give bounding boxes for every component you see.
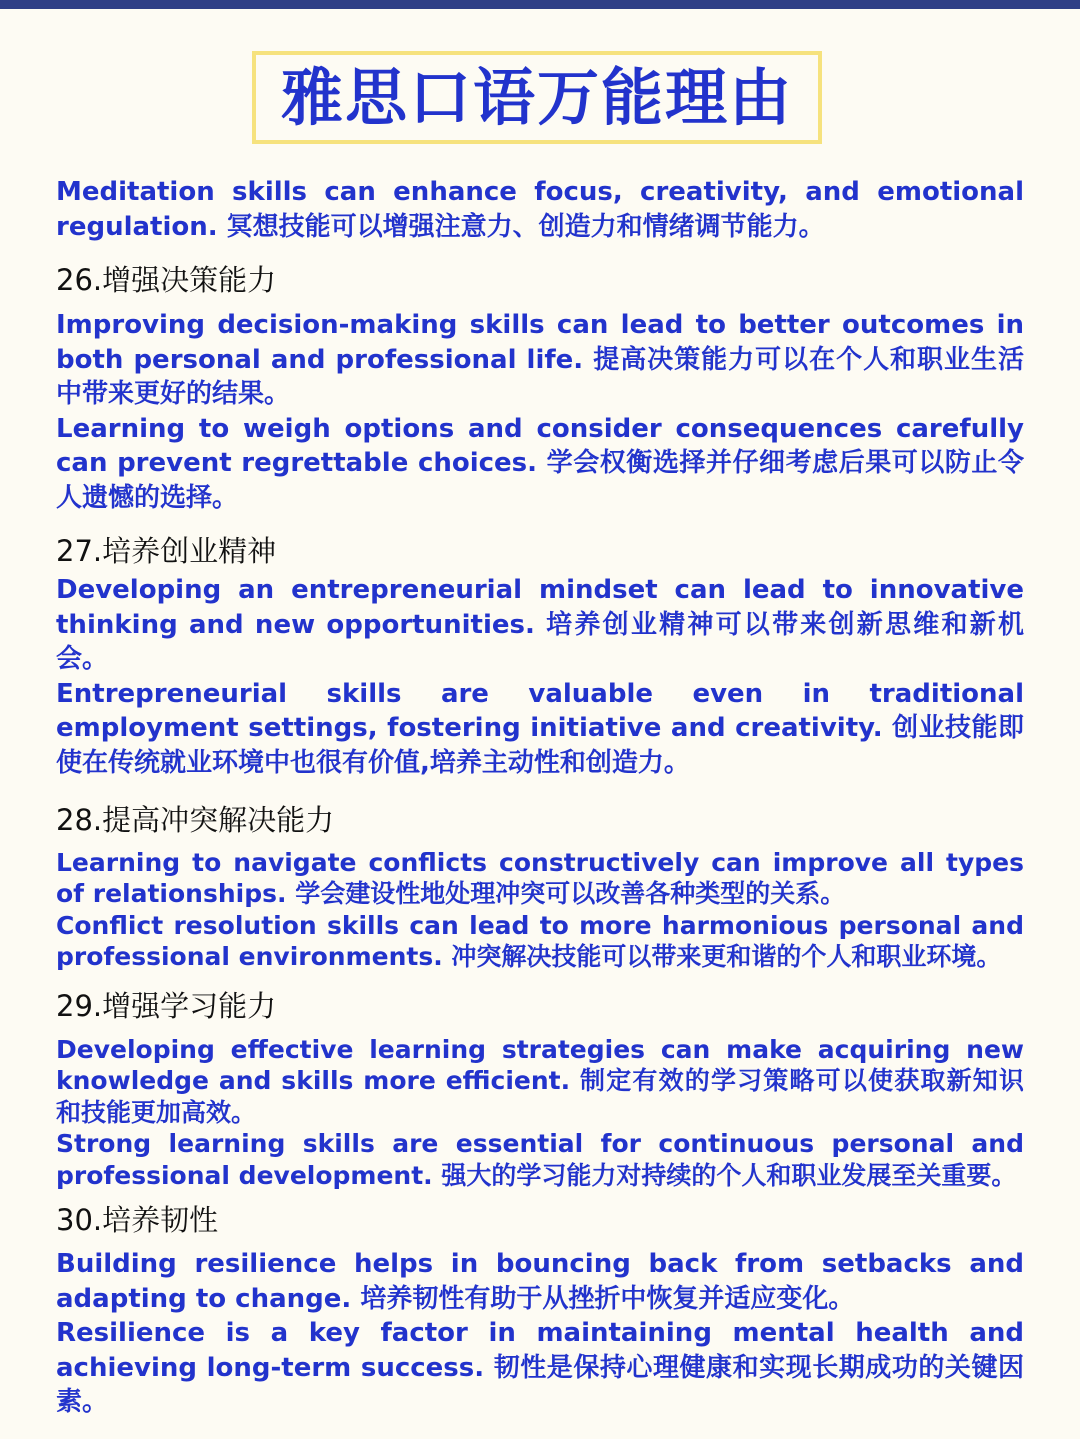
section-27 — [56, 533, 1024, 569]
section-heading: 27.培养创业精神 — [56, 534, 277, 568]
section-heading: 26.增强决策能力 — [56, 263, 277, 297]
section-26 — [56, 262, 1024, 298]
section-27-body — [56, 573, 1024, 781]
section-29 — [56, 988, 1024, 1024]
section-paragraph: Developing an entrepreneurial mindset can lead to innovative thinking and new opportunities. 培养创业精神可以带来创新思维和新机会。 — [56, 575, 1024, 675]
section-paragraph: Entrepreneurial skills are valuable even in traditional employment settings, fostering initiative and creativity. 创业技能即使在传统就业环境中也很有价值,培养主动性和创造力。 — [56, 678, 1024, 778]
section-28 — [56, 802, 1024, 838]
section-heading: 28.提高冲突解决能力 — [56, 803, 335, 837]
section-paragraph: Learning to navigate conflicts constructively can improve all types of relationships. 学会建设性地处理冲突可以改善各种类型的关系。 — [56, 848, 1024, 909]
section-paragraph: Conflict resolution skills can lead to more harmonious personal and professional environments. 冲突解决技能可以带来更和谐的个人和职业环境。 — [56, 910, 1024, 972]
section-paragraph: Learning to weigh options and consider consequences carefully can prevent regrettable choices. 学会权衡选择并仔细考虑后果可以防止令人遗憾的选择。 — [56, 413, 1024, 513]
section-paragraph: Strong learning skills are essential for continuous personal and professional development. 强大的学习能力对持续的个人和职业发展至关重要。 — [56, 1129, 1024, 1190]
title-box — [252, 51, 822, 144]
section-paragraph: Building resilience helps in bouncing back from setbacks and adapting to change. 培养韧性有助于从挫折中恢复并适应变化。 — [56, 1249, 1024, 1314]
page-title: 雅思口语万能理由 — [280, 60, 793, 134]
section-paragraph: Developing effective learning strategies can make acquiring new knowledge and skills more efficient. 制定有效的学习策略可以使获取新知识和技能更加高效。 — [56, 1035, 1024, 1127]
intro-paragraph: Meditation skills can enhance focus, creativity, and emotional regulation. 冥想技能可以增强注意力、创造力和情绪调节能力。 — [56, 177, 1024, 242]
section-30-body — [56, 1247, 1024, 1420]
section-26-body — [56, 308, 1024, 516]
section-29-body — [56, 1034, 1024, 1191]
section-28-body — [56, 847, 1024, 973]
section-paragraph: Improving decision-making skills can lead to better outcomes in both personal and professional life. 提高决策能力可以在个人和职业生活中带来更好的结果。 — [56, 310, 1024, 410]
section-paragraph: Resilience is a key factor in maintaining mental health and achieving long-term success. 韧性是保持心理健康和实现长期成功的关键因素。 — [56, 1318, 1024, 1418]
intro-block — [56, 175, 1024, 244]
section-heading: 29.增强学习能力 — [56, 989, 277, 1023]
section-30 — [56, 1202, 1024, 1238]
section-heading: 30.培养韧性 — [56, 1203, 219, 1237]
top-bar — [0, 0, 1080, 9]
